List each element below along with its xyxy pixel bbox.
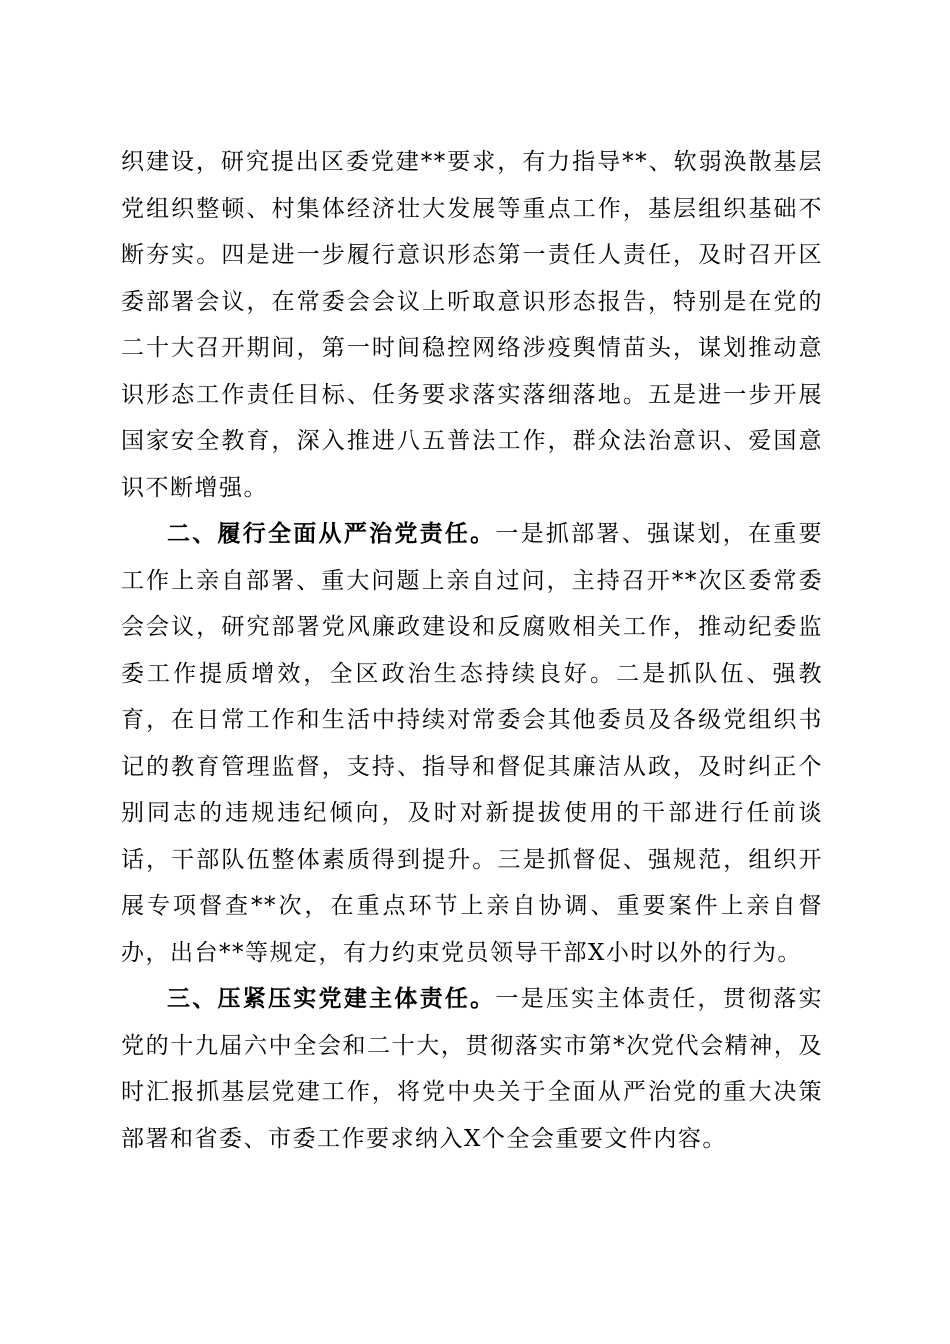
paragraph-section-two: [121, 511, 823, 976]
document-body: [121, 139, 823, 1162]
paragraph-text: 一是抓部署、强谋划，在重要工作上亲自部署、重大问题上亲自过问，主持召开**次区委常委会会议，研究部署党风廉政建设和反腐败相关工作，推动纪委监委工作提质增效，全区政治生态持续良好。二是抓队伍、强教育，在日常工作和生活中持续对常委会其他委员及各级党组织书记的教育管理监督，支持、指导和督促其廉洁从政，及时纠正个别同志的违规违纪倾向，及时对新提拔使用的干部进行任前谈话，干部队伍整体素质得到提升。三是抓督促、强规范，组织开展专项督查**次，在重点环节上亲自协调、重要案件上亲自督办，出台**等规定，有力约束党员领导干部X小时以外的行为。: [121, 521, 824, 966]
paragraph-text: 织建设，研究提出区委党建**要求，有力指导**、软弱涣散基层党组织整顿、村集体经济壮大发展等重点工作，基层组织基础不断夯实。四是进一步履行意识形态第一责任人责任，及时召开区委部署会议，在常委会会议上听取意识形态报告，特别是在党的二十大召开期间，第一时间稳控网络涉疫舆情苗头，谋划推动意识形态工作责任目标、任务要求落实落细落地。五是进一步开展国家安全教育，深入推进八五普法工作，群众法治意识、爱国意识不断增强。: [121, 149, 823, 501]
section-heading-three: 三、压紧压实党建主体责任。: [167, 986, 496, 1012]
paragraph-section-three: [121, 976, 823, 1162]
paragraph-continuation: [121, 139, 823, 511]
section-heading-two: 二、履行全面从严治党责任。: [167, 521, 496, 547]
paragraph-text: 一是压实主体责任，贯彻落实党的十九届六中全会和二十大，贯彻落实市第*次党代会精神，及时汇报抓基层党建工作，将党中央关于全面从严治党的重大决策部署和省委、市委工作要求纳入X个全会重要文件内容。: [121, 986, 824, 1152]
